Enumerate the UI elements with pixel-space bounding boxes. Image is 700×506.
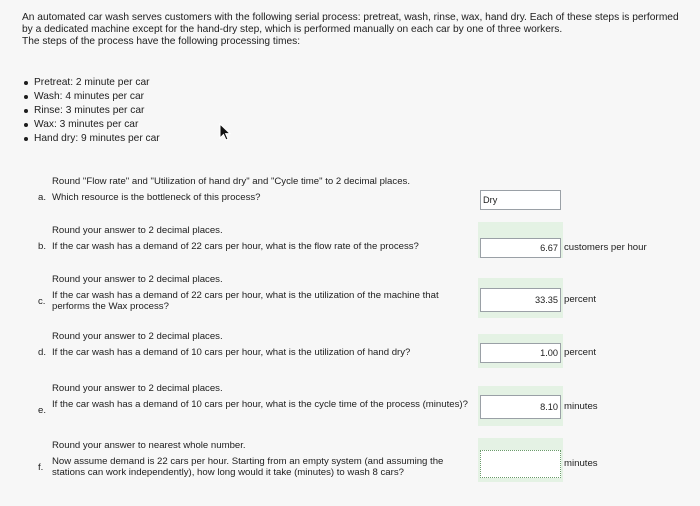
- bullet-icon: [24, 137, 28, 141]
- bottleneck-answer-input[interactable]: Dry: [480, 190, 561, 210]
- question-f: [38, 440, 478, 479]
- mouse-pointer-icon: [219, 123, 231, 141]
- list-item: Hand dry: 9 minutes per car: [24, 132, 160, 146]
- problem-intro: [22, 12, 682, 48]
- question-d: [38, 331, 478, 358]
- cycle-time-answer-input[interactable]: 8.10: [480, 395, 561, 419]
- question-text: If the car wash has a demand of 10 cars per hour, what is the cycle time of the process (minutes)?: [52, 398, 468, 410]
- process-steps-list: [24, 76, 160, 146]
- intro-paragraph: An automated car wash serves customers with the following serial process: pretreat, wash, rinse, wax, hand dry. Each of these steps is performed by a dedicated machine except for the hand-dry step, which is performed manually on each car by one of three workers.: [22, 12, 679, 35]
- rounding-instruction: Round your answer to 2 decimal places.: [52, 383, 223, 394]
- answer-unit: minutes: [564, 401, 598, 412]
- answer-unit: percent: [564, 347, 596, 358]
- time-to-wash-answer-input[interactable]: [480, 450, 561, 478]
- answer-unit: minutes: [564, 458, 598, 469]
- rounding-instruction: Round your answer to 2 decimal places.: [52, 274, 223, 285]
- question-e: [38, 383, 478, 416]
- rounding-instruction: Round your answer to 2 decimal places.: [52, 225, 223, 236]
- question-letter: a.: [38, 191, 47, 203]
- question-c: [38, 274, 478, 313]
- question-text: If the car wash has a demand of 10 cars per hour, what is the utilization of hand dry?: [52, 346, 411, 358]
- bullet-icon: [24, 95, 28, 99]
- question-letter: d.: [38, 346, 47, 358]
- bullet-icon: [24, 109, 28, 113]
- list-item: Rinse: 3 minutes per car: [24, 104, 160, 118]
- question-b: [38, 225, 478, 252]
- flow-rate-answer-input[interactable]: 6.67: [480, 238, 561, 258]
- intro-steps-heading: The steps of the process have the following processing times:: [22, 36, 301, 47]
- answer-unit: customers per hour: [564, 242, 647, 253]
- wax-utilization-answer-input[interactable]: 33.35: [480, 288, 561, 312]
- question-text: Which resource is the bottleneck of this process?: [52, 191, 261, 203]
- hand-dry-utilization-answer-input[interactable]: 1.00: [480, 343, 561, 363]
- question-text: Now assume demand is 22 cars per hour. Starting from an empty system (and assuming the stations can work independently), how long would it take (minutes) to wash 8 cars?: [52, 455, 444, 478]
- rounding-instruction: Round your answer to nearest whole number.: [52, 440, 246, 451]
- bullet-icon: [24, 123, 28, 127]
- question-text: If the car wash has a demand of 22 cars per hour, what is the flow rate of the process?: [52, 240, 419, 252]
- question-letter: e.: [38, 404, 47, 416]
- bullet-icon: [24, 81, 28, 85]
- question-letter: b.: [38, 240, 47, 252]
- answer-unit: percent: [564, 294, 596, 305]
- question-text: If the car wash has a demand of 22 cars per hour, what is the utilization of the machine that performs the Wax process?: [52, 289, 439, 312]
- question-a: [38, 176, 478, 203]
- list-item: Wax: 3 minutes per car: [24, 118, 160, 132]
- question-letter: c.: [38, 295, 46, 307]
- list-item: Wash: 4 minutes per car: [24, 90, 160, 104]
- list-item: Pretreat: 2 minute per car: [24, 76, 160, 90]
- rounding-instruction: Round your answer to 2 decimal places.: [52, 331, 223, 342]
- rounding-instruction: Round "Flow rate" and "Utilization of hand dry" and "Cycle time" to 2 decimal places.: [52, 176, 410, 187]
- question-letter: f.: [38, 461, 44, 473]
